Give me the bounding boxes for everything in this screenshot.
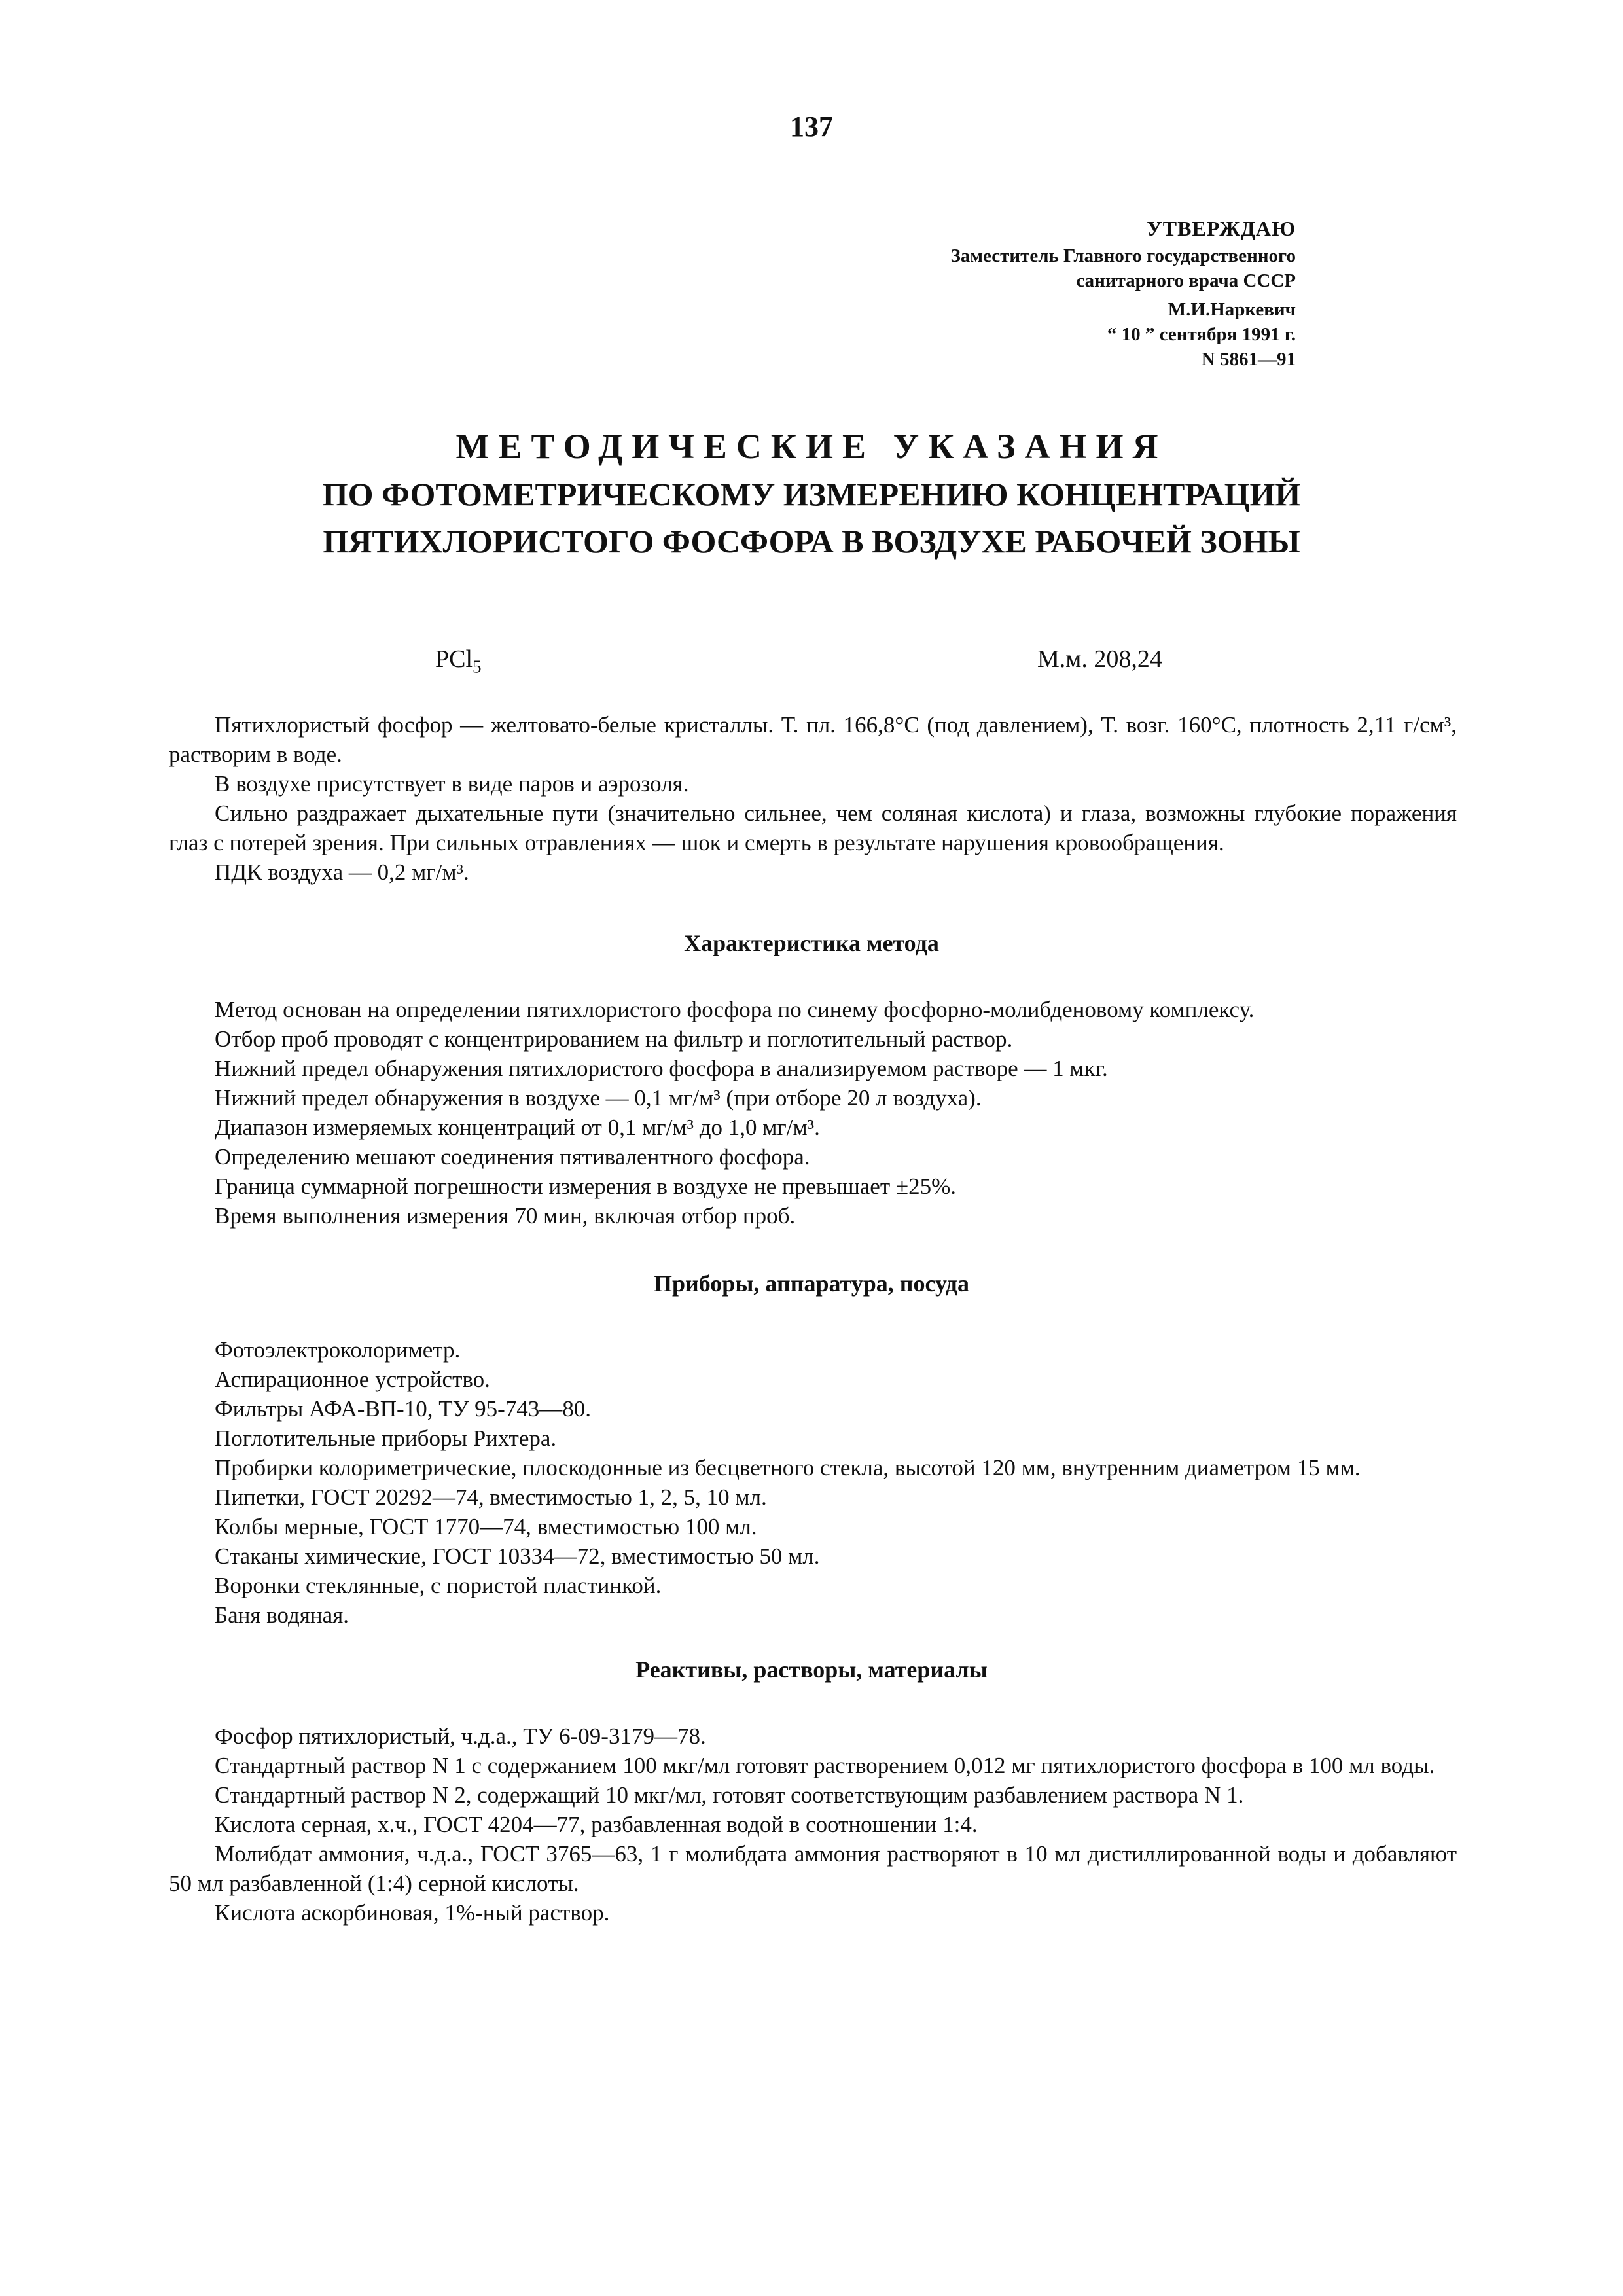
paragraph: Фильтры АФА-ВП-10, ТУ 95-743—80. — [215, 1396, 592, 1422]
paragraph: Фотоэлектроколориметр. — [215, 1337, 461, 1363]
paragraph: Граница суммарной погрешности измерения в воздухе не превышает ±25%. — [215, 1174, 957, 1199]
title-line: ПЯТИХЛОРИСТОГО ФОСФОРА В ВОЗДУХЕ РАБОЧЕЙ ЗОНЫ — [323, 523, 1300, 560]
paragraph: Сильно раздражает дыхательные пути (значительно сильнее, чем соляная кислота) и глаза, возможны глубокие поражения глаз с потерей зрения. При сильных отравлениях — шок и смерть в результате нарушения кровообращения. — [169, 800, 1457, 855]
paragraph: Нижний предел обнаружения в воздухе — 0,1 мг/м³ (при отборе 20 л воздуха). — [215, 1085, 982, 1111]
paragraph: Диапазон измеряемых концентраций от 0,1 мг/м³ до 1,0 мг/м³. — [215, 1115, 820, 1140]
paragraph: Нижний предел обнаружения пятихлористого фосфора в анализируемом растворе — 1 мкг. — [215, 1056, 1108, 1081]
paragraph: ПДК воздуха — 0,2 мг/м³. — [215, 859, 469, 885]
formula-subscript: 5 — [473, 656, 482, 677]
paragraph: Молибдат аммония, ч.д.а., ГОСТ 3765—63, 1 г молибдата аммония растворяют в 10 мл дистиллированной воды и добавляют 50 мл разбавленной (1:4) серной кислоты. — [169, 1841, 1457, 1896]
approval-number: N 5861—91 — [1201, 349, 1296, 370]
paragraph: Пятихлористый фосфор — желтовато-белые кристаллы. Т. пл. 166,8°С (под давлением), Т. возг. 160°С, плотность 2,11 г/см³, растворим в воде. — [169, 712, 1457, 767]
approval-position-line: санитарного врача СССР — [1076, 270, 1296, 291]
paragraph: В воздухе присутствует в виде паров и аэрозоля. — [215, 771, 689, 797]
paragraph: Время выполнения измерения 70 мин, включая отбор проб. — [215, 1203, 796, 1229]
paragraph: Определению мешают соединения пятивалентного фосфора. — [215, 1144, 810, 1170]
title-line: ПО ФОТОМЕТРИЧЕСКОМУ ИЗМЕРЕНИЮ КОНЦЕНТРАЦИЙ — [322, 476, 1301, 512]
paragraph: Колбы мерные, ГОСТ 1770—74, вместимостью 100 мл. — [215, 1514, 757, 1539]
paragraph: Метод основан на определении пятихлористого фосфора по синему фосфорно-молибденовому комплексу. — [215, 997, 1255, 1022]
section-heading: Характеристика метода — [684, 930, 939, 956]
paragraph: Воронки стеклянные, с пористой пластинкой. — [215, 1573, 662, 1598]
paragraph: Стандартный раствор N 2, содержащий 10 мкг/мл, готовят соответствующим разбавлением раствора N 1. — [215, 1782, 1244, 1808]
paragraph: Поглотительные приборы Рихтера. — [215, 1426, 557, 1451]
paragraph: Пипетки, ГОСТ 20292—74, вместимостью 1, 2, 5, 10 мл. — [215, 1484, 767, 1510]
paragraph: Баня водяная. — [215, 1602, 349, 1628]
approval-signatory: М.И.Наркевич — [1168, 299, 1296, 320]
paragraph: Пробирки колориметрические, плоскодонные из бесцветного стекла, высотой 120 мм, внутренним диаметром 15 мм. — [215, 1455, 1361, 1480]
formula-row — [0, 645, 1623, 677]
chemical-formula — [435, 645, 482, 677]
paragraph: Фосфор пятихлористый, ч.д.а., ТУ 6-09-3179—78. — [215, 1723, 706, 1749]
formula-base: PCl — [435, 645, 473, 673]
approval-position-line: Заместитель Главного государственного — [950, 245, 1296, 266]
equipment-section — [169, 1335, 1457, 1630]
approval-heading: УТВЕРЖДАЮ — [1147, 217, 1296, 240]
approval-block — [707, 216, 1296, 372]
section-heading: Реактивы, растворы, материалы — [635, 1657, 988, 1683]
paragraph: Кислота серная, х.ч., ГОСТ 4204—77, разбавленная водой в соотношении 1:4. — [215, 1812, 978, 1837]
paragraph: Стаканы химические, ГОСТ 10334—72, вместимостью 50 мл. — [215, 1543, 820, 1569]
title-line: МЕТОДИЧЕСКИЕ УКАЗАНИЯ — [455, 427, 1168, 466]
paragraph: Аспирационное устройство. — [215, 1367, 490, 1392]
section-heading: Приборы, аппаратура, посуда — [654, 1270, 969, 1297]
approval-date: “ 10 ” сентября 1991 г. — [1107, 324, 1296, 345]
paragraph: Отбор проб проводят с концентрированием на фильтр и поглотительный раствор. — [215, 1026, 1013, 1052]
document-title — [0, 422, 1623, 565]
paragraph: Кислота аскорбиновая, 1%-ный раствор. — [215, 1900, 610, 1926]
molar-mass: М.м. 208,24 — [1037, 645, 1162, 673]
page-number: 137 — [790, 111, 833, 143]
reagents-section — [169, 1721, 1457, 1928]
paragraph: Стандартный раствор N 1 с содержанием 100 мкг/мл готовят растворением 0,012 мг пятихлористого фосфора в 100 мл воды. — [215, 1753, 1435, 1778]
method-section — [169, 995, 1457, 1230]
intro-section — [169, 710, 1457, 887]
